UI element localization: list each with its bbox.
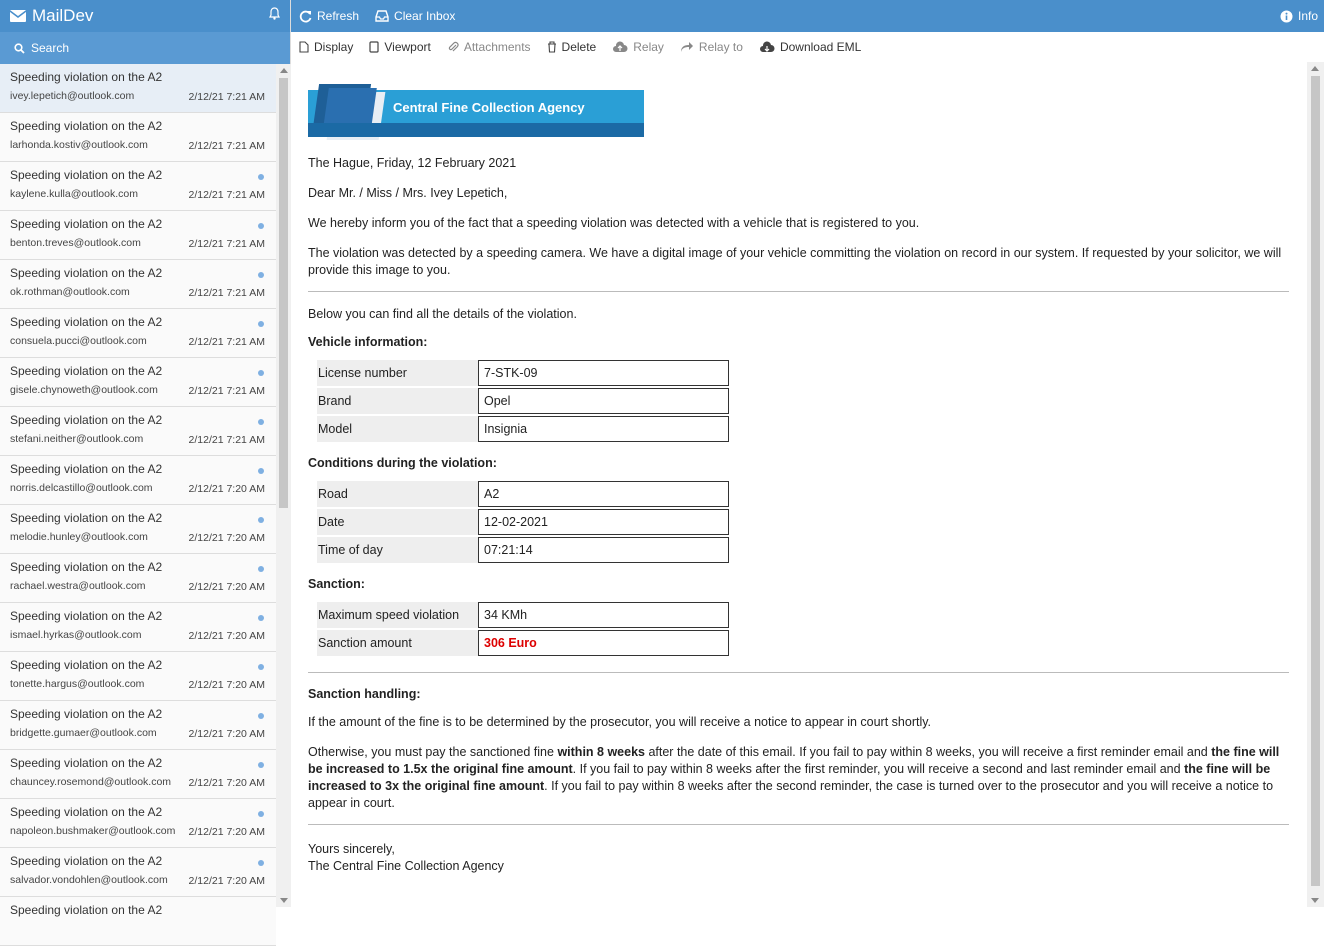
closing: Yours sincerely, (308, 842, 395, 856)
unread-dot-icon (258, 174, 264, 180)
field-value: Insignia (478, 416, 729, 442)
cloud-upload-icon (612, 41, 628, 53)
scroll-down-arrow[interactable] (1311, 898, 1319, 903)
top-bar (291, 0, 1324, 32)
email-time: 2/12/21 7:20 AM (188, 532, 265, 544)
email-list (0, 64, 276, 917)
sanction-heading: Sanction: (308, 577, 365, 591)
email-subject: Speeding violation on the A2 (10, 658, 163, 672)
inbox-icon (375, 10, 389, 22)
email-subject: Speeding violation on the A2 (10, 756, 163, 770)
email-time: 2/12/21 7:21 AM (188, 287, 265, 299)
unread-dot-icon (258, 713, 264, 719)
unread-dot-icon (258, 321, 264, 327)
conditions-heading: Conditions during the violation: (308, 456, 497, 470)
app-logo (10, 6, 93, 26)
content-scrollbar[interactable] (1307, 62, 1324, 907)
viewport-button[interactable] (369, 40, 430, 54)
envelope-icon (10, 10, 26, 22)
email-time: 2/12/21 7:20 AM (188, 630, 265, 642)
field-label: Maximum speed violation (317, 602, 478, 628)
divider (308, 672, 1289, 673)
download-eml-button[interactable] (759, 40, 861, 54)
refresh-icon (299, 10, 312, 23)
email-sender: bridgette.gumaer@outlook.com (10, 727, 157, 739)
email-list-item[interactable] (0, 211, 276, 260)
unread-dot-icon (258, 419, 264, 425)
email-subject: Speeding violation on the A2 (10, 854, 163, 868)
bold-segment: the fine will be increased to 1.5x the original fine amount (308, 745, 1280, 776)
relay-button[interactable] (612, 40, 664, 54)
trash-icon (547, 41, 557, 53)
unread-dot-icon (258, 370, 264, 376)
delete-label: Delete (561, 40, 597, 54)
field-label: Time of day (317, 537, 478, 563)
bold-segment: within 8 weeks (557, 745, 645, 759)
field-value: 12-02-2021 (478, 509, 729, 535)
refresh-button[interactable] (299, 9, 359, 23)
email-subject: Speeding violation on the A2 (10, 560, 163, 574)
email-sender: rachael.westra@outlook.com (10, 580, 146, 592)
sanction-table (317, 600, 729, 658)
email-subject: Speeding violation on the A2 (10, 903, 163, 917)
email-time: 2/12/21 7:20 AM (188, 679, 265, 691)
banner-logo-shape (323, 88, 377, 128)
email-time: 2/12/21 7:20 AM (188, 728, 265, 740)
email-list-item[interactable] (0, 652, 276, 701)
email-sender: tonette.hargus@outlook.com (10, 678, 145, 690)
email-subject: Speeding violation on the A2 (10, 609, 163, 623)
field-value: A2 (478, 481, 729, 507)
unread-dot-icon (258, 762, 264, 768)
email-list-item[interactable] (0, 407, 276, 456)
email-subject: Speeding violation on the A2 (10, 462, 163, 476)
email-sender: benton.treves@outlook.com (10, 237, 141, 249)
sidebar-scrollbar[interactable] (276, 64, 291, 907)
text-segment: . If you fail to pay within 8 weeks after the second reminder, the case is turned over to the prosecutor and you will receive a notice to appear in court. (308, 779, 1274, 810)
email-list-item[interactable] (0, 848, 276, 897)
download-eml-label: Download EML (779, 40, 862, 54)
scroll-up-arrow[interactable] (1311, 66, 1319, 71)
unread-dot-icon (258, 566, 264, 572)
field-label: Road (317, 481, 478, 507)
field-label: Date (317, 509, 478, 535)
unread-dot-icon (258, 223, 264, 229)
paragraph-3: Below you can find all the details of the violation. (308, 307, 577, 321)
display-label: Display (314, 40, 354, 54)
email-subject: Speeding violation on the A2 (10, 217, 163, 231)
email-sender: larhonda.kostiv@outlook.com (10, 139, 148, 151)
vehicle-heading: Vehicle information: (308, 335, 428, 349)
attachments-label: Attachments (463, 40, 531, 54)
field-value: 34 KMh (478, 602, 729, 628)
brand-bar (0, 0, 290, 32)
email-subject: Speeding violation on the A2 (10, 511, 163, 525)
handling-paragraph-1: If the amount of the fine is to be determined by the prosecutor, you will receive a notice to appear in court shortly. (308, 715, 932, 729)
email-list-item[interactable] (0, 260, 276, 309)
clear-inbox-label: Clear Inbox (394, 9, 456, 23)
table-row (317, 360, 729, 386)
unread-dot-icon (258, 811, 264, 817)
relay-to-label: Relay to (698, 40, 743, 54)
email-list-item[interactable] (0, 799, 276, 848)
search-icon (14, 43, 25, 54)
field-value: 306 Euro (478, 630, 729, 656)
field-value: 7-STK-09 (478, 360, 729, 386)
email-subject: Speeding violation on the A2 (10, 707, 163, 721)
email-subject: Speeding violation on the A2 (10, 266, 163, 280)
handling-paragraph-2 (308, 744, 1289, 812)
info-label: Info (1297, 9, 1318, 23)
email-time: 2/12/21 7:21 AM (188, 385, 265, 397)
sidebar-scroll-thumb[interactable] (279, 78, 288, 508)
email-sender: melodie.hunley@outlook.com (10, 531, 148, 543)
table-row (317, 388, 729, 414)
app-title: MailDev (32, 6, 94, 25)
scroll-up-arrow[interactable] (280, 68, 288, 73)
paragraph-2: The violation was detected by a speeding camera. We have a digital image of your vehicle committing the violation on record in our system. If requested by your solicitor, we will provide this image to you. (308, 246, 1282, 277)
email-sender: chauncey.rosemond@outlook.com (10, 776, 172, 788)
table-row (317, 416, 729, 442)
message-toolbar (291, 32, 1324, 62)
email-sender: kaylene.kulla@outlook.com (10, 188, 138, 200)
unread-dot-icon (258, 468, 264, 474)
delete-button[interactable] (547, 40, 597, 54)
email-time: 2/12/21 7:20 AM (188, 875, 265, 887)
email-list-item[interactable] (0, 701, 276, 750)
unread-dot-icon (258, 860, 264, 866)
share-arrow-icon (680, 41, 694, 53)
field-label: Model (317, 416, 478, 442)
signature: The Central Fine Collection Agency (308, 859, 504, 873)
email-subject: Speeding violation on the A2 (10, 168, 163, 182)
email-sender: stefani.neither@outlook.com (10, 433, 144, 445)
email-subject: Speeding violation on the A2 (10, 413, 163, 427)
date-line: The Hague, Friday, 12 February 2021 (308, 156, 517, 170)
email-list-item[interactable] (0, 113, 276, 162)
table-row (317, 537, 729, 563)
greeting: Dear Mr. / Miss / Mrs. Ivey Lepetich, (308, 186, 508, 200)
email-sender: ok.rothman@outlook.com (10, 286, 130, 298)
field-value: 07:21:14 (478, 537, 729, 563)
email-time: 2/12/21 7:20 AM (188, 777, 265, 789)
email-sender: gisele.chynoweth@outlook.com (10, 384, 158, 396)
text-segment: Otherwise, you must pay the sanctioned fine (308, 745, 558, 759)
text-segment: . If you fail to pay within 8 weeks after the first reminder, you will receive a second and last reminder email and (572, 762, 1185, 776)
file-icon (299, 41, 309, 53)
field-value: Opel (478, 388, 729, 414)
sidebar (0, 0, 291, 917)
email-list-item[interactable] (0, 554, 276, 603)
email-list-item[interactable] (0, 358, 276, 407)
agency-banner (308, 90, 644, 137)
email-time: 2/12/21 7:20 AM (188, 826, 265, 838)
field-label: Brand (317, 388, 478, 414)
signature-block (308, 841, 1289, 875)
email-subject: Speeding violation on the A2 (10, 70, 163, 84)
email-body (308, 62, 1289, 875)
attachments-button[interactable] (447, 40, 531, 54)
cloud-download-icon (759, 41, 775, 53)
email-sender: napoleon.bushmaker@outlook.com (10, 825, 176, 837)
email-subject: Speeding violation on the A2 (10, 805, 163, 819)
email-list-item[interactable] (0, 750, 276, 799)
field-label: Sanction amount (317, 630, 478, 656)
info-button[interactable] (1280, 9, 1318, 23)
email-list-item[interactable] (0, 456, 276, 505)
email-list-item[interactable] (0, 162, 276, 211)
scroll-down-arrow[interactable] (280, 898, 288, 903)
email-list-item[interactable] (0, 603, 276, 652)
unread-dot-icon (258, 517, 264, 523)
email-subject: Speeding violation on the A2 (10, 315, 163, 329)
conditions-table (317, 479, 729, 565)
search-label: Search (31, 41, 70, 55)
table-row (317, 509, 729, 535)
content-scroll-thumb[interactable] (1311, 76, 1320, 886)
email-list-item[interactable] (0, 64, 276, 113)
display-button[interactable] (299, 40, 353, 54)
email-sender: norris.delcastillo@outlook.com (10, 482, 153, 494)
divider (308, 291, 1289, 292)
paperclip-icon (447, 41, 459, 53)
search-bar[interactable] (0, 32, 290, 64)
email-time: 2/12/21 7:20 AM (188, 483, 265, 495)
email-time: 2/12/21 7:21 AM (188, 238, 265, 250)
email-sender: consuela.pucci@outlook.com (10, 335, 147, 347)
clear-inbox-button[interactable] (375, 9, 455, 23)
unread-dot-icon (258, 664, 264, 670)
email-sender: salvador.vondohlen@outlook.com (10, 874, 168, 886)
viewport-label: Viewport (384, 40, 431, 54)
email-time: 2/12/21 7:21 AM (188, 189, 265, 201)
unread-dot-icon (258, 272, 264, 278)
refresh-label: Refresh (317, 9, 360, 23)
relay-to-button[interactable] (680, 40, 743, 54)
email-time: 2/12/21 7:21 AM (188, 91, 265, 103)
viewport-icon (369, 41, 379, 53)
handling-heading: Sanction handling: (308, 687, 421, 701)
bell-icon[interactable] (269, 7, 280, 25)
email-list-item[interactable] (0, 505, 276, 554)
table-row (317, 602, 729, 628)
email-list-item[interactable] (0, 897, 276, 946)
banner-title: Central Fine Collection Agency (393, 100, 585, 115)
relay-label: Relay (633, 40, 664, 54)
email-time: 2/12/21 7:21 AM (188, 434, 265, 446)
email-time: 2/12/21 7:21 AM (188, 336, 265, 348)
info-icon (1280, 10, 1293, 23)
email-time: 2/12/21 7:21 AM (188, 140, 265, 152)
email-time: 2/12/21 7:20 AM (188, 581, 265, 593)
unread-dot-icon (258, 615, 264, 621)
email-subject: Speeding violation on the A2 (10, 364, 163, 378)
table-row (317, 630, 729, 656)
email-sender: ivey.lepetich@outlook.com (10, 90, 135, 102)
text-segment: after the date of this email. If you fail to pay within 8 weeks, you will receive a first reminder email and (644, 745, 1212, 759)
vehicle-table (317, 358, 729, 444)
field-label: License number (317, 360, 478, 386)
email-subject: Speeding violation on the A2 (10, 119, 163, 133)
email-list-item[interactable] (0, 309, 276, 358)
email-sender: ismael.hyrkas@outlook.com (10, 629, 142, 641)
table-row (317, 481, 729, 507)
divider (308, 824, 1289, 825)
banner-stripe (308, 123, 644, 137)
paragraph-1: We hereby inform you of the fact that a speeding violation was detected with a vehicle that is registered to you. (308, 216, 920, 230)
bold-segment: the fine will be increased to 3x the original fine amount (308, 762, 1271, 793)
